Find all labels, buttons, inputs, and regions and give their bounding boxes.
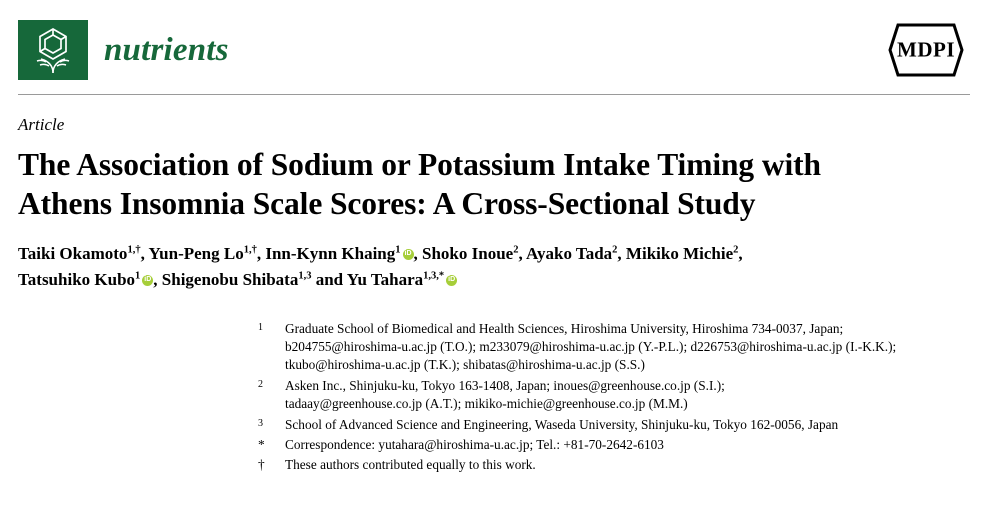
- affiliation-text: [285, 377, 970, 414]
- affiliation-line: Correspondence: yutahara@hiroshima-u.ac.jp; Tel.: +81-70-2642-6103: [285, 436, 664, 452]
- affiliation-line: These authors contributed equally to this work.: [285, 457, 536, 473]
- page-title: [18, 145, 970, 223]
- author-name[interactable]: Shoko Inoue: [422, 244, 514, 264]
- author-affiliation-marker: 1: [395, 244, 401, 256]
- author-name[interactable]: Taiki Okamoto: [18, 244, 128, 264]
- affiliation-item: [258, 436, 970, 454]
- affiliation-item: [258, 456, 970, 474]
- author-affiliation-marker: 1,3: [298, 270, 312, 282]
- affiliation-item: [258, 320, 970, 375]
- affiliation-list: [18, 320, 970, 475]
- affiliation-marker: 1: [258, 321, 263, 333]
- nutrients-logo-icon: [18, 20, 88, 80]
- affiliation-line: b204755@hiroshima-u.ac.jp (T.O.); m233079@hiroshima-u.ac.jp (Y.-P.L.); d226753@hiroshima-u.ac.jp (I.-K.K.);: [285, 339, 897, 355]
- orcid-icon[interactable]: [142, 275, 153, 286]
- orcid-icon[interactable]: [403, 249, 414, 260]
- affiliation-marker: *: [258, 436, 265, 452]
- title-line-2: Athens Insomnia Scale Scores: A Cross-Sectional Study: [18, 186, 756, 222]
- author-line-1: Taiki Okamoto$^{1,\dagger}$, Yun-Peng $Lo^{1,\dagger}$, Inn-Kynn Khaing$^1$ iD , Shoko Inoue$^2$, Ayako Tada$^2$, Mikiko Michie$^2$,: [18, 241, 970, 267]
- header-divider: [18, 94, 970, 95]
- affiliation-text: [285, 456, 970, 474]
- author-affiliation-marker: 1,3,*: [423, 270, 445, 282]
- affiliation-text: [285, 416, 970, 434]
- affiliation-text: [285, 320, 970, 375]
- mdpi-logo-text: MDPI: [897, 37, 955, 62]
- author-line-2: Tatsuhiko Kubo$^1$ iD , Shigenobu Shibata$^{1,3}$ and Yu Tahara$^{1,3,*}$iD: [18, 267, 970, 293]
- affiliation-line: tadaay@greenhouse.co.jp (A.T.); mikiko-michie@greenhouse.co.jp (M.M.): [285, 396, 688, 412]
- affiliation-marker: 2: [258, 378, 263, 390]
- author-name[interactable]: Yu Tahara: [346, 270, 424, 290]
- article-type-label: Article: [18, 115, 65, 134]
- affiliation-line: Asken Inc., Shinjuku-ku, Tokyo 163-1408, Japan; inoues@greenhouse.co.jp (S.I.);: [285, 377, 725, 393]
- affiliation-item: [258, 416, 970, 434]
- author-affiliation-marker: 1,†: [127, 244, 141, 256]
- author-name[interactable]: Shigenobu Shibata: [161, 270, 299, 290]
- journal-masthead: [18, 0, 970, 92]
- journal-brand[interactable]: [18, 20, 229, 80]
- orcid-icon[interactable]: [446, 275, 457, 286]
- affiliation-marker: 3: [258, 417, 263, 429]
- affiliation-line: tkubo@hiroshima-u.ac.jp (T.K.); shibatas@hiroshima-u.ac.jp (S.S.): [285, 357, 645, 373]
- title-line-1: The Association of Sodium or Potassium Intake Timing with: [18, 147, 821, 182]
- author-affiliation-marker: 1: [135, 270, 141, 282]
- author-list: [18, 241, 970, 294]
- affiliation-marker: †: [258, 457, 265, 473]
- author-affiliation-marker: 1,†: [243, 244, 257, 256]
- journal-title: nutrients: [104, 31, 229, 68]
- affiliation-text: [285, 436, 970, 454]
- author-affiliation-marker: 2: [733, 244, 739, 256]
- author-name[interactable]: Yun-Peng Lo: [148, 244, 244, 264]
- author-affiliation-marker: 2: [513, 244, 519, 256]
- author-affiliation-marker: 2: [612, 244, 618, 256]
- affiliation-line: School of Advanced Science and Engineering, Waseda University, Shinjuku-ku, Tokyo 162-0056, Japan: [285, 416, 839, 432]
- affiliation-line: Graduate School of Biomedical and Health Sciences, Hiroshima University, Hiroshima 734-0037, Japan;: [285, 320, 844, 336]
- author-name[interactable]: Ayako Tada: [526, 244, 613, 264]
- author-name[interactable]: Tatsuhiko Kubo: [18, 270, 136, 290]
- affiliation-item: [258, 377, 970, 414]
- mdpi-logo-icon[interactable]: [888, 23, 964, 77]
- author-name[interactable]: Mikiko Michie: [625, 244, 734, 264]
- author-name[interactable]: Inn-Kynn Khaing: [265, 244, 396, 264]
